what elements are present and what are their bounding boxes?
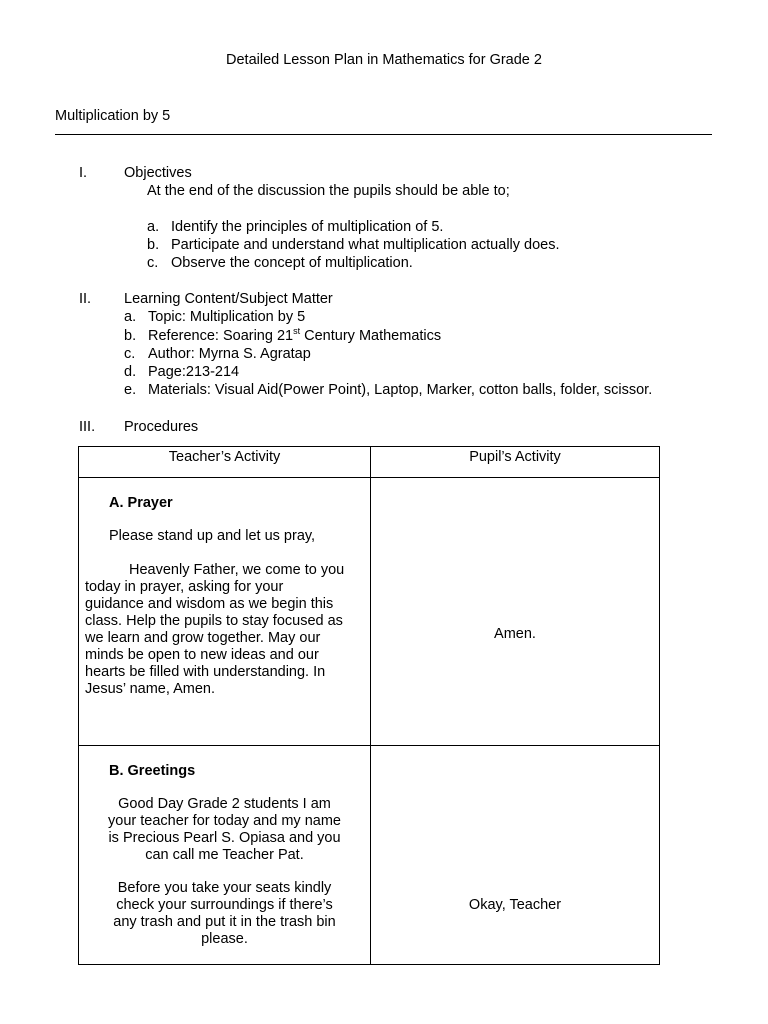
teacher-activity-cell (79, 746, 371, 965)
content-item-page: Page:213-214 (148, 364, 240, 380)
objective-item: Identify the principles of multiplication of 5. (171, 219, 444, 235)
reference-text-end: Century Mathematics (300, 328, 442, 344)
prayer-line: guidance and wisdom as we begin this (85, 596, 334, 612)
lesson-subject: Multiplication by 5 (55, 108, 171, 124)
objectives-intro: At the end of the discussion the pupils should be able to; (147, 183, 510, 199)
instruction-line: please. (201, 931, 248, 947)
content-marker: c. (124, 346, 136, 362)
prayer-line: minds be open to new ideas and our (85, 647, 319, 663)
table-row (79, 746, 660, 965)
document-title: Detailed Lesson Plan in Mathematics for Grade 2 (226, 52, 542, 68)
pupil-response-greetings: Okay, Teacher (468, 897, 562, 913)
section-heading-content: Learning Content/Subject Matter (124, 291, 333, 307)
pupil-response-prayer: Amen. (494, 626, 536, 642)
instruction-line: any trash and put it in the trash bin (113, 914, 336, 930)
greeting-line: can call me Teacher Pat. (145, 847, 304, 863)
table-header-row (79, 447, 660, 478)
content-marker: d. (124, 364, 137, 380)
section-number-objectives: I. (79, 165, 88, 181)
procedures-table (78, 446, 660, 965)
reference-superscript: st (293, 326, 301, 336)
prayer-line: today in prayer, asking for your (85, 579, 284, 595)
content-item-author: Author: Myrna S. Agratap (148, 346, 311, 362)
greeting-line: your teacher for today and my name (108, 813, 341, 829)
section-number-content: II. (79, 291, 92, 307)
prayer-line: class. Help the pupils to stay focused as (85, 613, 343, 629)
content-item-topic: Topic: Multiplication by 5 (148, 309, 306, 325)
objective-marker: b. (147, 237, 160, 253)
table-row (79, 478, 660, 746)
greeting-line: Good Day Grade 2 students I am (118, 796, 331, 812)
section-heading-procedures: Procedures (124, 419, 199, 435)
prayer-line: Jesus’ name, Amen. (85, 681, 216, 697)
objective-item: Observe the concept of multiplication. (171, 255, 413, 271)
header-divider (55, 134, 712, 135)
instruction-line: check your surroundings if there’s (116, 897, 333, 913)
column-header-teacher: Teacher’s Activity (79, 447, 371, 478)
section-heading-objectives: Objectives (124, 165, 192, 181)
step-title-greetings: B. Greetings (109, 763, 196, 779)
prayer-line: Heavenly Father, we come to you (129, 562, 345, 578)
prayer-text (85, 562, 367, 698)
reference-text: Reference: Soaring 21 (148, 328, 294, 344)
pupil-activity-cell (371, 746, 660, 965)
objective-marker: c. (147, 255, 159, 271)
instruction-line: Before you take your seats kindly (117, 880, 332, 896)
teacher-activity-cell (79, 478, 371, 746)
content-item-reference (148, 327, 441, 345)
prayer-line: hearts be filled with understanding. In (85, 664, 326, 680)
content-marker: b. (124, 328, 137, 344)
content-marker: a. (124, 309, 137, 325)
prayer-line: we learn and grow together. May our (85, 630, 321, 646)
section-number-procedures: III. (79, 419, 96, 435)
greeting-line: is Precious Pearl S. Opiasa and you (108, 830, 341, 846)
step-title-prayer: A. Prayer (109, 495, 173, 511)
content-marker: e. (124, 382, 137, 398)
prayer-lead: Please stand up and let us pray, (109, 528, 316, 544)
objective-marker: a. (147, 219, 160, 235)
content-item-materials: Materials: Visual Aid(Power Point), Laptop, Marker, cotton balls, folder, scissor. (148, 382, 653, 398)
column-header-pupil: Pupil’s Activity (371, 447, 660, 478)
instruction-paragraph (79, 880, 370, 948)
objective-item: Participate and understand what multiplication actually does. (171, 237, 560, 253)
greeting-paragraph (79, 796, 370, 864)
pupil-activity-cell (371, 478, 660, 746)
